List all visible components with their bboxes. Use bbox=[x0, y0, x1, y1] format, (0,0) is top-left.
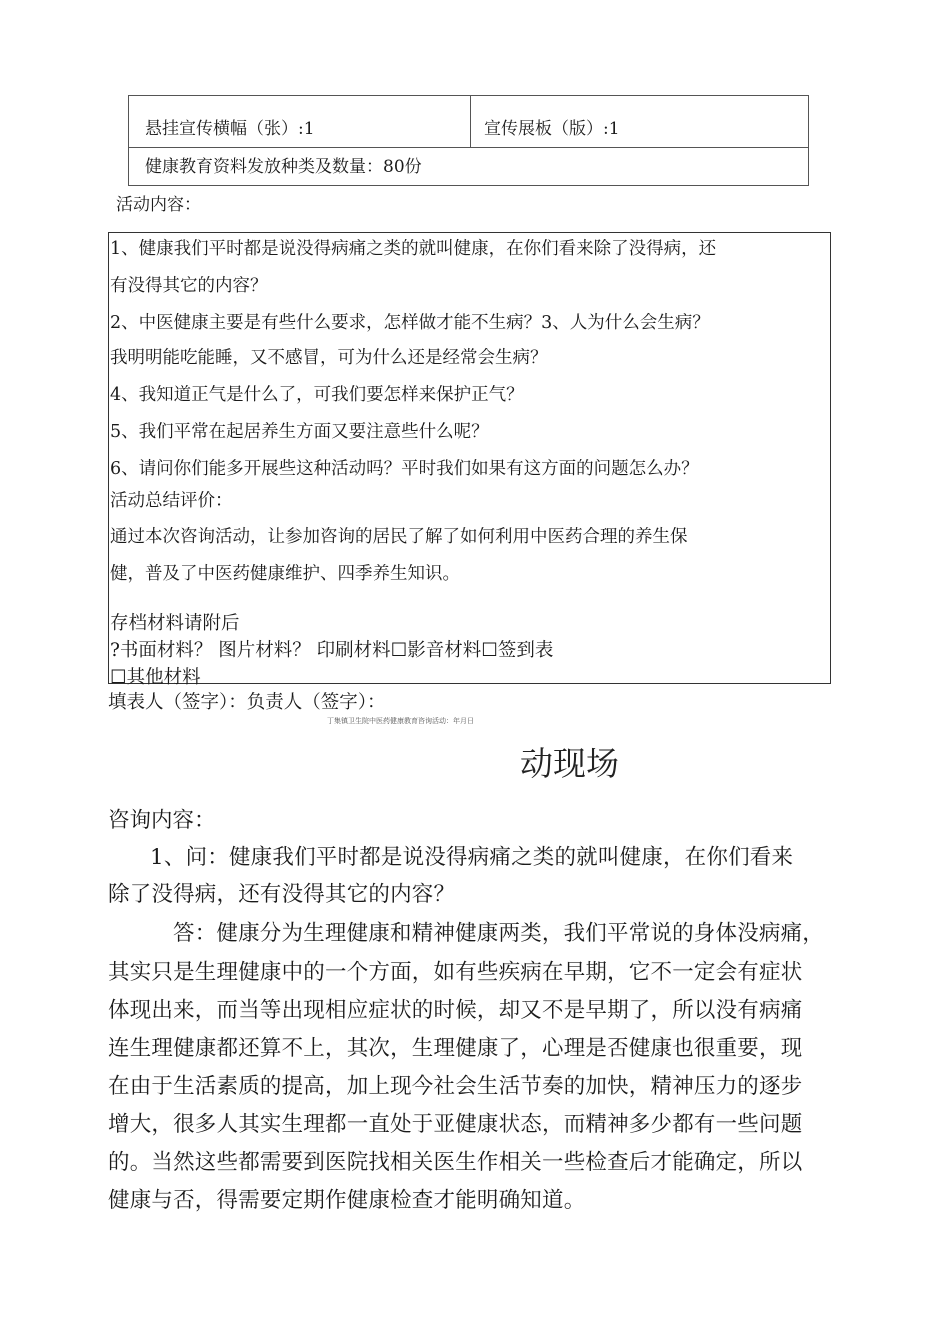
board-count: 宣传展板（版）:1 bbox=[484, 119, 620, 139]
box-line: 我明明能吃能睡，又不感冒，可为什么还是经常会生病？ bbox=[110, 348, 548, 368]
banner-count: 悬挂宣传横幅（张）:1 bbox=[145, 119, 315, 139]
activity-content-label: 活动内容： bbox=[116, 195, 201, 215]
signature-line: 填表人（签字）：负责人（签字）： bbox=[108, 692, 386, 713]
summary-line: 通过本次咨询活动，让参加咨询的居民了解了如何利用中医药合理的养生保 bbox=[110, 527, 688, 547]
box-line: 1、健康我们平时都是说没得病痛之类的就叫健康，在你们看来除了没得病，还 bbox=[110, 239, 717, 259]
archive-title: 存档材料请附后 bbox=[110, 613, 240, 634]
activity-content-box bbox=[108, 232, 831, 688]
answer-line: 连生理健康都还算不上，其次，生理健康了，心理是否健康也很重要，现 bbox=[108, 1036, 803, 1061]
question-line: 1、问：健康我们平时都是说没得病痛之类的就叫健康，在你们看来 bbox=[150, 845, 794, 870]
answer-line: 的。当然这些都需要到医院找相关医生作相关一些检查后才能确定，所以 bbox=[108, 1150, 803, 1175]
info-table bbox=[128, 95, 809, 186]
answer-line: 健康与否，得需要定期作健康检查才能明确知道。 bbox=[108, 1188, 586, 1213]
box-line: 6、请问你们能多开展些这种活动吗？平时我们如果有这方面的问题怎么办？ bbox=[110, 459, 699, 479]
consult-label: 咨询内容： bbox=[108, 808, 216, 833]
box-line: 有没得其它的内容？ bbox=[110, 276, 268, 296]
summary-line: 健，普及了中医药健康维护、四季养生知识。 bbox=[110, 564, 460, 584]
archive-options: ?书面材料？ 图片材料？ 印刷材料☐影音材料☐签到表 bbox=[110, 640, 554, 661]
answer-line: 在由于生活素质的提高，加上现今社会生活节奏的加快，精神压力的逐步 bbox=[108, 1074, 803, 1099]
summary-title: 活动总结评价： bbox=[110, 491, 233, 511]
archive-other: ☐其他材料 bbox=[110, 667, 201, 688]
answer-line: 答：健康分为生理健康和精神健康两类，我们平常说的身体没病痛， bbox=[173, 921, 825, 946]
box-line: 5、我们平常在起居养生方面又要注意些什么呢？ bbox=[110, 422, 489, 442]
box-line: 2、中医健康主要是有些什么要求，怎样做才能不生病？3、人为什么会生病？ bbox=[110, 313, 710, 333]
answer-line: 增大，很多人其实生理都一直处于亚健康状态，而精神多少都有一些问题 bbox=[108, 1112, 803, 1137]
materials-count: 健康教育资料发放种类及数量：80份 bbox=[145, 157, 422, 177]
answer-line: 其实只是生理健康中的一个方面，如有些疾病在早期，它不一定会有症状 bbox=[108, 960, 803, 985]
section-heading: 动现场 bbox=[520, 744, 619, 783]
box-line: 4、我知道正气是什么了，可我们要怎样来保护正气？ bbox=[110, 385, 524, 405]
question-line: 除了没得病，还有没得其它的内容？ bbox=[108, 882, 456, 907]
small-print: 丁集镇卫生院中医药健康教育咨询活动：年月日 bbox=[327, 717, 474, 725]
info-table-divider bbox=[470, 96, 471, 147]
answer-line: 体现出来，而当等出现相应症状的时候，却又不是早期了，所以没有病痛 bbox=[108, 998, 803, 1023]
